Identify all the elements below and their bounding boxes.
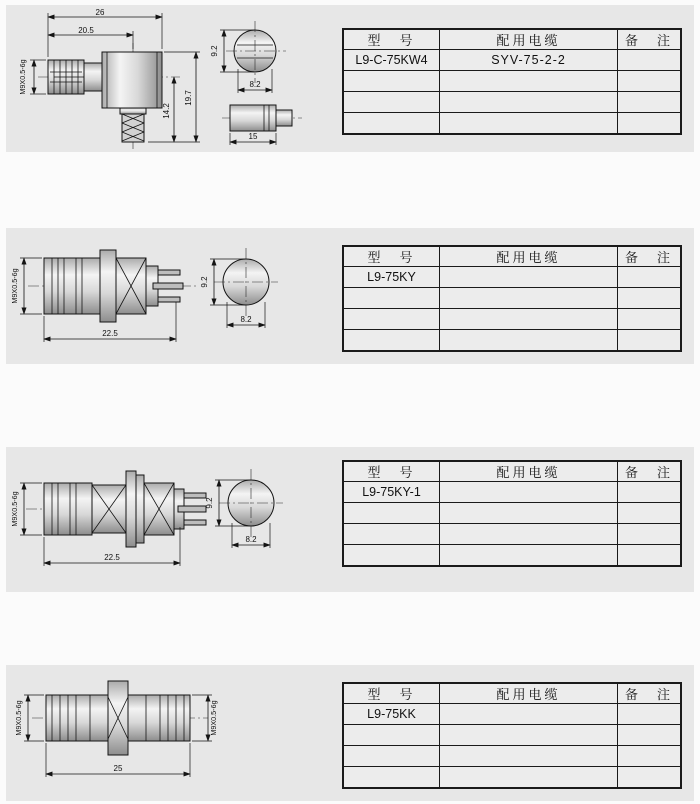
cell-cable bbox=[440, 725, 618, 746]
cell-cable: SYV-75-2-2 bbox=[440, 50, 618, 71]
table-row bbox=[343, 309, 681, 330]
cell-cable bbox=[440, 746, 618, 767]
cell-note bbox=[618, 725, 682, 746]
table-row bbox=[343, 50, 681, 71]
cell-note bbox=[618, 113, 682, 134]
header-model: 型 号 bbox=[343, 461, 440, 482]
cell-note bbox=[618, 482, 682, 503]
cell-note bbox=[618, 92, 682, 113]
dim-label: 26 bbox=[95, 8, 105, 17]
spec-table bbox=[342, 682, 682, 789]
table-header-row bbox=[343, 29, 681, 50]
cell-cable bbox=[440, 545, 618, 566]
connector-drawing-flanged bbox=[8, 451, 343, 589]
spec-table bbox=[342, 28, 682, 135]
cell-cable bbox=[440, 288, 618, 309]
table-row bbox=[343, 725, 681, 746]
header-note: 备 注 bbox=[618, 29, 682, 50]
connector-drawing-bulkhead bbox=[8, 236, 343, 358]
dim-label: 20.5 bbox=[78, 26, 94, 35]
table-row bbox=[343, 288, 681, 309]
dim-label: 14.2 bbox=[162, 103, 171, 119]
cell-model: L9-75KK bbox=[343, 704, 440, 725]
cell-note bbox=[618, 704, 682, 725]
cell-model bbox=[343, 330, 440, 351]
cell-note bbox=[618, 50, 682, 71]
cell-model: L9-75KY bbox=[343, 267, 440, 288]
table-header-row bbox=[343, 246, 681, 267]
cell-note bbox=[618, 545, 682, 566]
cell-cable bbox=[440, 503, 618, 524]
spec-table bbox=[342, 245, 682, 352]
cell-note bbox=[618, 330, 682, 351]
cell-cable bbox=[440, 267, 618, 288]
end-view bbox=[210, 21, 286, 93]
header-model: 型 号 bbox=[343, 29, 440, 50]
end-view bbox=[200, 248, 278, 328]
dim-label: 19.7 bbox=[184, 90, 193, 106]
cell-cable bbox=[440, 71, 618, 92]
dim-label: 15 bbox=[248, 132, 258, 141]
section-l9-75ky-1 bbox=[6, 447, 694, 592]
cell-note bbox=[618, 309, 682, 330]
table-row bbox=[343, 767, 681, 788]
dim-label: 8.2 bbox=[245, 535, 257, 544]
table-row bbox=[343, 503, 681, 524]
table-row bbox=[343, 746, 681, 767]
connector-drawing-right-angle bbox=[8, 5, 343, 152]
cell-model bbox=[343, 288, 440, 309]
table-row bbox=[343, 267, 681, 288]
cell-cable bbox=[440, 482, 618, 503]
header-cable: 配用电缆 bbox=[440, 683, 618, 704]
dim-label: 8.2 bbox=[249, 80, 261, 89]
header-cable: 配用电缆 bbox=[440, 246, 618, 267]
header-note: 备 注 bbox=[618, 461, 682, 482]
section-l9-75ky bbox=[6, 228, 694, 364]
connector-body bbox=[44, 471, 206, 547]
cell-note bbox=[618, 288, 682, 309]
cell-cable bbox=[440, 92, 618, 113]
end-view bbox=[205, 469, 283, 548]
table-row bbox=[343, 704, 681, 725]
spec-table bbox=[342, 460, 682, 567]
dim-label-thread-left: M9X0.5-6g bbox=[14, 700, 23, 736]
cell-cable bbox=[440, 767, 618, 788]
header-note: 备 注 bbox=[618, 246, 682, 267]
dim-label-thread: M9X0.5-6g bbox=[10, 268, 19, 304]
table-row bbox=[343, 92, 681, 113]
cell-note bbox=[618, 767, 682, 788]
ferrule-part bbox=[222, 105, 302, 145]
dim-label: 25 bbox=[113, 764, 123, 773]
cell-model bbox=[343, 92, 440, 113]
table-row bbox=[343, 71, 681, 92]
connector-body bbox=[44, 250, 183, 322]
cell-cable bbox=[440, 524, 618, 545]
table-row bbox=[343, 113, 681, 134]
cell-model bbox=[343, 503, 440, 524]
cell-note bbox=[618, 71, 682, 92]
cell-model bbox=[343, 725, 440, 746]
dim-label: 8.2 bbox=[240, 315, 252, 324]
cell-note bbox=[618, 267, 682, 288]
dim-label: 22.5 bbox=[102, 329, 118, 338]
header-cable: 配用电缆 bbox=[440, 461, 618, 482]
dim-label: 9.2 bbox=[200, 276, 209, 288]
cell-model bbox=[343, 746, 440, 767]
cell-model bbox=[343, 309, 440, 330]
cell-model bbox=[343, 113, 440, 134]
dim-label-thread: M9X0.5-6g bbox=[18, 59, 27, 95]
dim-label: 9.2 bbox=[210, 45, 219, 57]
dim-label: 9.2 bbox=[205, 497, 214, 509]
header-model: 型 号 bbox=[343, 246, 440, 267]
dim-label-thread: M9X0.5-6g bbox=[10, 491, 19, 527]
table-header-row bbox=[343, 461, 681, 482]
connector-drawing-adapter bbox=[8, 671, 343, 797]
cell-cable bbox=[440, 704, 618, 725]
header-note: 备 注 bbox=[618, 683, 682, 704]
cell-model bbox=[343, 545, 440, 566]
cell-model bbox=[343, 71, 440, 92]
table-row bbox=[343, 524, 681, 545]
table-header-row bbox=[343, 683, 681, 704]
cell-cable bbox=[440, 330, 618, 351]
cell-cable bbox=[440, 309, 618, 330]
section-l9-c-75kw4 bbox=[6, 5, 694, 152]
dim-label-thread-right: M9X0.5-6g bbox=[209, 700, 218, 736]
header-cable: 配用电缆 bbox=[440, 29, 618, 50]
cell-model bbox=[343, 524, 440, 545]
section-l9-75kk bbox=[6, 665, 694, 801]
cell-model: L9-75KY-1 bbox=[343, 482, 440, 503]
cell-cable bbox=[440, 113, 618, 134]
dim-label: 22.5 bbox=[104, 553, 120, 562]
cell-note bbox=[618, 524, 682, 545]
connector-body bbox=[48, 52, 162, 142]
cell-note bbox=[618, 746, 682, 767]
cell-model bbox=[343, 767, 440, 788]
cell-note bbox=[618, 503, 682, 524]
table-row bbox=[343, 545, 681, 566]
header-model: 型 号 bbox=[343, 683, 440, 704]
connector-body bbox=[46, 681, 190, 755]
cell-model: L9-C-75KW4 bbox=[343, 50, 440, 71]
table-row bbox=[343, 482, 681, 503]
table-row bbox=[343, 330, 681, 351]
